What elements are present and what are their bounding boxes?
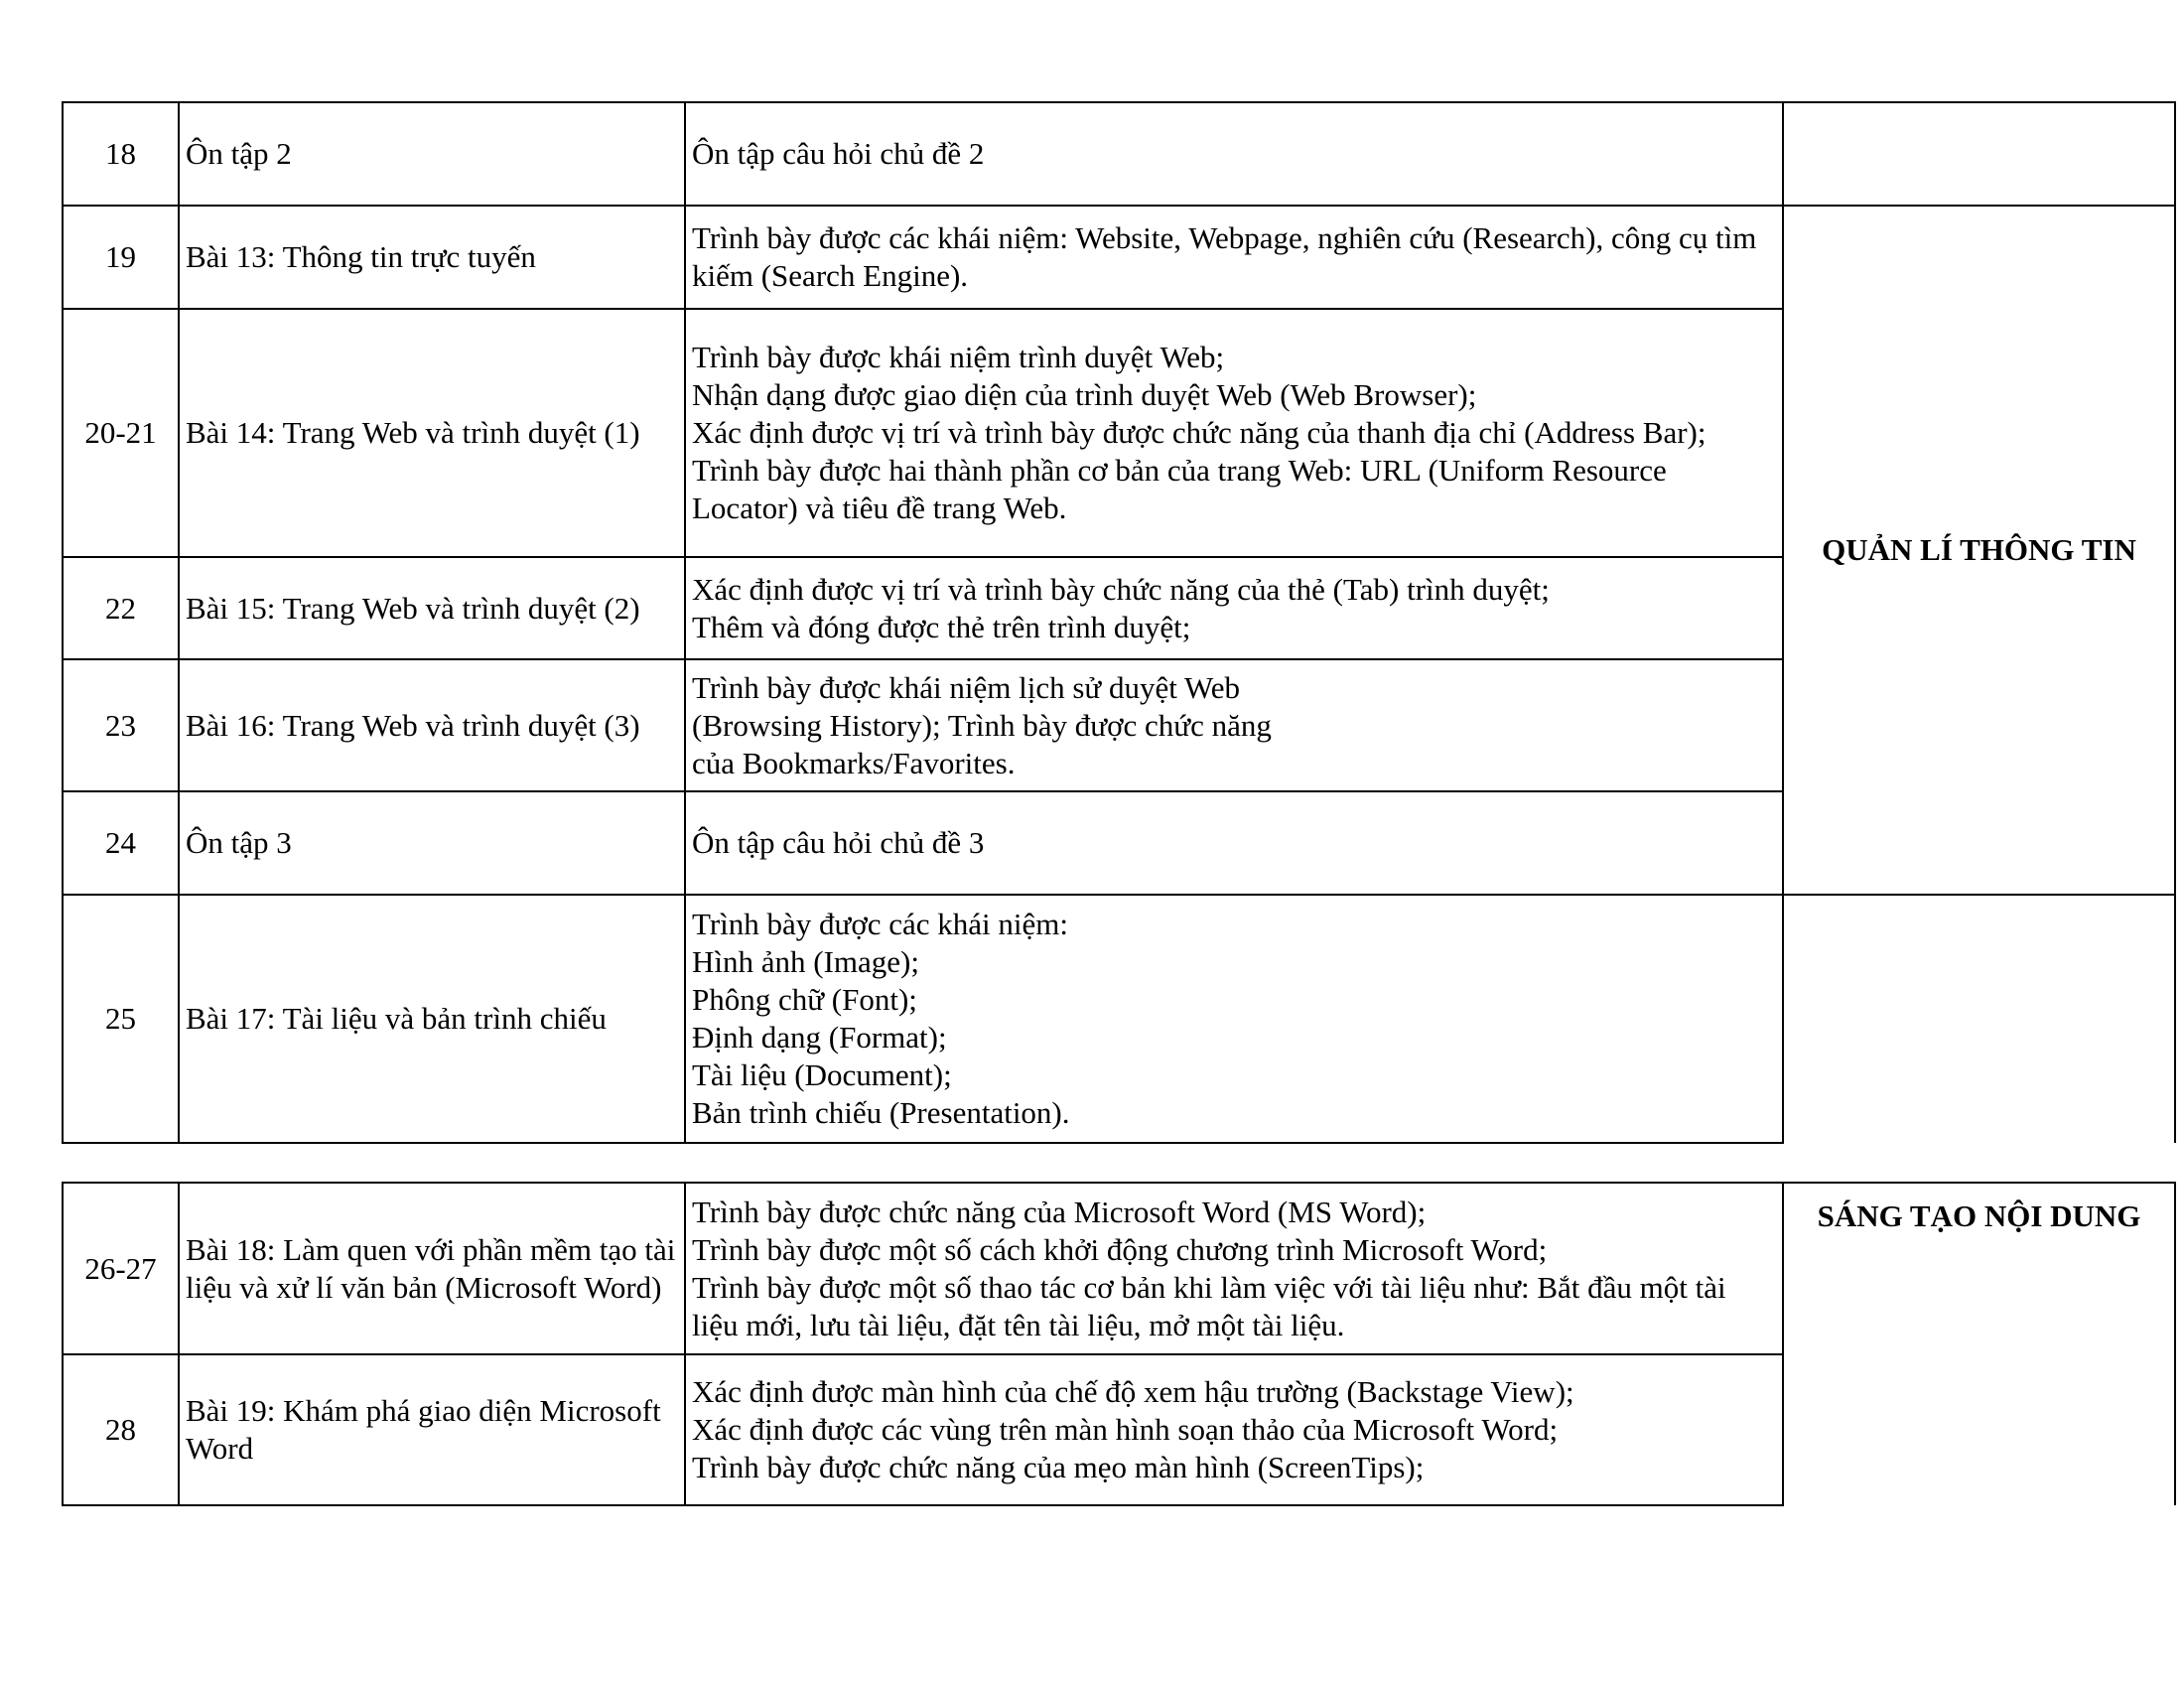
objectives-cell: Trình bày được khái niệm lịch sử duyệt Web (Browsing History); Trình bày được chức năng của Bookmarks/Favorites. [685,659,1783,791]
topic-cell-empty [1783,895,2175,1143]
period-cell: 22 [63,557,179,659]
objectives-cell: Trình bày được chức năng của Microsoft Word (MS Word); Trình bày được một số cách khởi động chương trình Microsoft Word; Trình bày được một số thao tác cơ bản khi làm việc với tài liệu như: Bắt đầu một tài liệu mới, lưu tài liệu, đặt tên tài liệu, mở một tài liệu. [685,1183,1783,1354]
lesson-cell: Ôn tập 3 [179,791,685,895]
objectives-cell: Xác định được màn hình của chế độ xem hậu trường (Backstage View); Xác định được các vùng trên màn hình soạn thảo của Microsoft Word; Trình bày được chức năng của mẹo màn hình (ScreenTips); [685,1354,1783,1505]
period-cell: 20-21 [63,309,179,557]
period-cell: 24 [63,791,179,895]
lesson-cell: Bài 16: Trang Web và trình duyệt (3) [179,659,685,791]
lesson-table-2 [62,1182,2176,1506]
lesson-cell: Bài 15: Trang Web và trình duyệt (2) [179,557,685,659]
objectives-cell: Trình bày được các khái niệm: Website, Webpage, nghiên cứu (Research), công cụ tìm kiếm (Search Engine). [685,206,1783,309]
table-row [63,1183,2175,1354]
objectives-cell: Xác định được vị trí và trình bày chức năng của thẻ (Tab) trình duyệt; Thêm và đóng được thẻ trên trình duyệt; [685,557,1783,659]
period-cell: 19 [63,206,179,309]
objectives-cell: Trình bày được khái niệm trình duyệt Web; Nhận dạng được giao diện của trình duyệt Web (Web Browser); Xác định được vị trí và trình bày được chức năng của thanh địa chỉ (Address Bar); Trình bày được hai thành phần cơ bản của trang Web: URL (Uniform Resource Locator) và tiêu đề trang Web. [685,309,1783,557]
objectives-cell: Trình bày được các khái niệm: Hình ảnh (Image); Phông chữ (Font); Định dạng (Format); Tài liệu (Document); Bản trình chiếu (Presentation). [685,895,1783,1143]
objectives-cell: Ôn tập câu hỏi chủ đề 2 [685,102,1783,206]
lesson-cell: Ôn tập 2 [179,102,685,206]
period-cell: 28 [63,1354,179,1505]
objectives-cell: Ôn tập câu hỏi chủ đề 3 [685,791,1783,895]
table-row [63,895,2175,1143]
table-row [63,206,2175,309]
period-cell: 25 [63,895,179,1143]
lesson-cell: Bài 14: Trang Web và trình duyệt (1) [179,309,685,557]
topic-cell: SÁNG TẠO NỘI DUNG [1783,1183,2175,1505]
lesson-cell: Bài 19: Khám phá giao diện Microsoft Word [179,1354,685,1505]
period-cell: 23 [63,659,179,791]
topic-cell: QUẢN LÍ THÔNG TIN [1783,206,2175,895]
topic-cell-empty [1783,102,2175,206]
period-cell: 18 [63,102,179,206]
lesson-cell: Bài 17: Tài liệu và bản trình chiếu [179,895,685,1143]
period-cell: 26-27 [63,1183,179,1354]
lesson-table-1 [62,101,2176,1144]
lesson-cell: Bài 13: Thông tin trực tuyến [179,206,685,309]
table-row [63,102,2175,206]
lesson-cell: Bài 18: Làm quen với phần mềm tạo tài liệu và xử lí văn bản (Microsoft Word) [179,1183,685,1354]
